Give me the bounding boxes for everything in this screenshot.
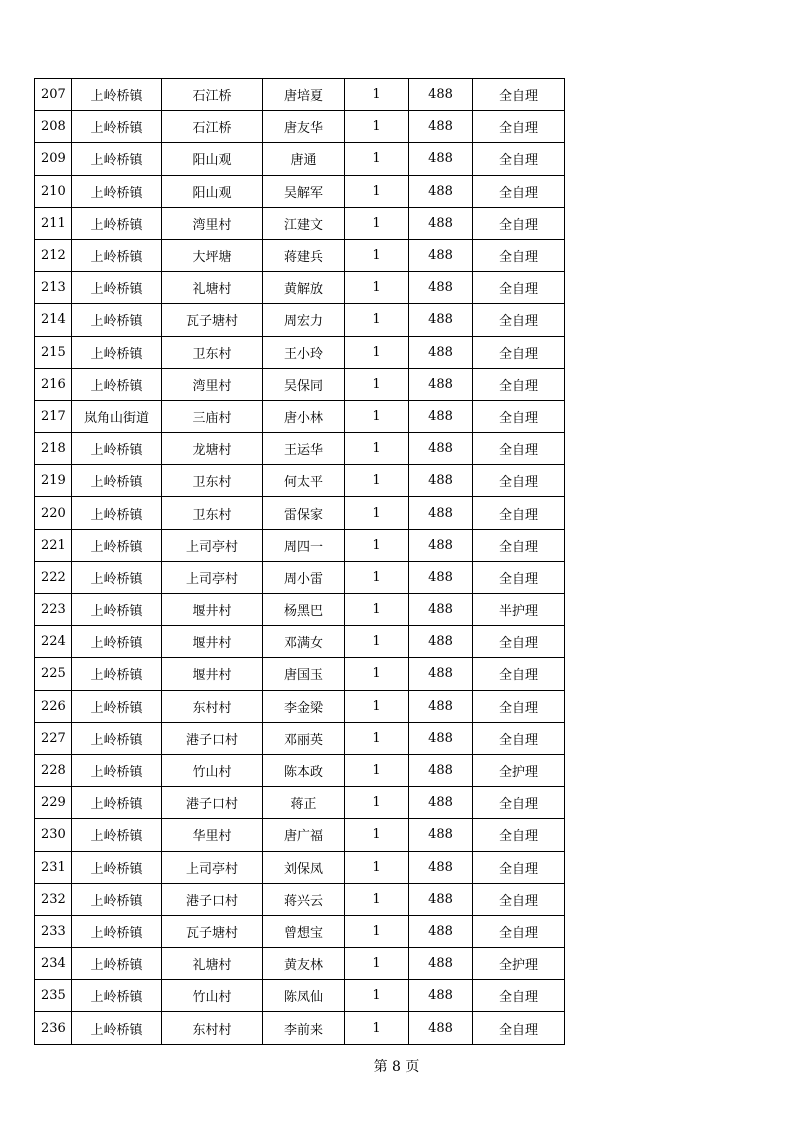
town-cell: 上岭桥镇 (72, 948, 162, 980)
count-cell: 1 (345, 594, 409, 626)
name-cell: 黄友林 (263, 948, 345, 980)
care-level-cell: 全护理 (473, 754, 565, 786)
table-row (35, 658, 565, 690)
row-number-cell: 207 (35, 79, 72, 111)
name-cell: 江建文 (263, 207, 345, 239)
row-number-cell: 212 (35, 239, 72, 271)
village-cell: 阳山观 (162, 143, 263, 175)
town-cell: 上岭桥镇 (72, 143, 162, 175)
name-cell: 蒋兴云 (263, 883, 345, 915)
town-cell: 上岭桥镇 (72, 465, 162, 497)
town-cell: 上岭桥镇 (72, 239, 162, 271)
town-cell: 上岭桥镇 (72, 561, 162, 593)
table-row (35, 400, 565, 432)
town-cell: 上岭桥镇 (72, 594, 162, 626)
count-cell: 1 (345, 819, 409, 851)
village-cell: 三庙村 (162, 400, 263, 432)
town-cell: 岚角山街道 (72, 400, 162, 432)
village-cell: 竹山村 (162, 980, 263, 1012)
village-cell: 湾里村 (162, 207, 263, 239)
care-level-cell: 全自理 (473, 207, 565, 239)
table-row (35, 980, 565, 1012)
row-number-cell: 217 (35, 400, 72, 432)
row-number-cell: 221 (35, 529, 72, 561)
count-cell: 1 (345, 529, 409, 561)
table-row (35, 529, 565, 561)
name-cell: 吴保同 (263, 368, 345, 400)
name-cell: 唐广福 (263, 819, 345, 851)
table-row (35, 754, 565, 786)
name-cell: 蒋建兵 (263, 239, 345, 271)
count-cell: 1 (345, 239, 409, 271)
village-cell: 港子口村 (162, 883, 263, 915)
village-cell: 上司亭村 (162, 529, 263, 561)
count-cell: 1 (345, 851, 409, 883)
name-cell: 曾想宝 (263, 915, 345, 947)
row-number-cell: 211 (35, 207, 72, 239)
amount-cell: 488 (409, 529, 473, 561)
town-cell: 上岭桥镇 (72, 626, 162, 658)
count-cell: 1 (345, 690, 409, 722)
village-cell: 卫东村 (162, 336, 263, 368)
table-row (35, 594, 565, 626)
care-level-cell: 全自理 (473, 915, 565, 947)
village-cell: 卫东村 (162, 465, 263, 497)
row-number-cell: 234 (35, 948, 72, 980)
amount-cell: 488 (409, 368, 473, 400)
table-row (35, 561, 565, 593)
count-cell: 1 (345, 561, 409, 593)
amount-cell: 488 (409, 400, 473, 432)
count-cell: 1 (345, 754, 409, 786)
care-level-cell: 全自理 (473, 819, 565, 851)
count-cell: 1 (345, 658, 409, 690)
table-row (35, 1012, 565, 1044)
data-table (34, 78, 565, 1045)
name-cell: 杨黑巴 (263, 594, 345, 626)
care-level-cell: 全自理 (473, 1012, 565, 1044)
row-number-cell: 229 (35, 787, 72, 819)
village-cell: 大坪塘 (162, 239, 263, 271)
town-cell: 上岭桥镇 (72, 851, 162, 883)
town-cell: 上岭桥镇 (72, 915, 162, 947)
care-level-cell: 全自理 (473, 658, 565, 690)
care-level-cell: 全自理 (473, 787, 565, 819)
amount-cell: 488 (409, 272, 473, 304)
count-cell: 1 (345, 915, 409, 947)
amount-cell: 488 (409, 336, 473, 368)
name-cell: 陈本政 (263, 754, 345, 786)
care-level-cell: 全自理 (473, 239, 565, 271)
row-number-cell: 213 (35, 272, 72, 304)
row-number-cell: 224 (35, 626, 72, 658)
care-level-cell: 全自理 (473, 433, 565, 465)
table-row (35, 915, 565, 947)
town-cell: 上岭桥镇 (72, 207, 162, 239)
table-body (35, 79, 565, 1045)
row-number-cell: 236 (35, 1012, 72, 1044)
name-cell: 李金梁 (263, 690, 345, 722)
name-cell: 刘保凤 (263, 851, 345, 883)
care-level-cell: 全自理 (473, 111, 565, 143)
amount-cell: 488 (409, 787, 473, 819)
town-cell: 上岭桥镇 (72, 690, 162, 722)
row-number-cell: 216 (35, 368, 72, 400)
care-level-cell: 全自理 (473, 465, 565, 497)
town-cell: 上岭桥镇 (72, 1012, 162, 1044)
village-cell: 阳山观 (162, 175, 263, 207)
village-cell: 华里村 (162, 819, 263, 851)
village-cell: 石江桥 (162, 111, 263, 143)
amount-cell: 488 (409, 1012, 473, 1044)
amount-cell: 488 (409, 658, 473, 690)
village-cell: 湾里村 (162, 368, 263, 400)
count-cell: 1 (345, 272, 409, 304)
row-number-cell: 223 (35, 594, 72, 626)
amount-cell: 488 (409, 239, 473, 271)
town-cell: 上岭桥镇 (72, 304, 162, 336)
row-number-cell: 219 (35, 465, 72, 497)
village-cell: 石江桥 (162, 79, 263, 111)
town-cell: 上岭桥镇 (72, 980, 162, 1012)
care-level-cell: 全自理 (473, 851, 565, 883)
town-cell: 上岭桥镇 (72, 368, 162, 400)
village-cell: 卫东村 (162, 497, 263, 529)
care-level-cell: 全自理 (473, 336, 565, 368)
care-level-cell: 全自理 (473, 722, 565, 754)
count-cell: 1 (345, 336, 409, 368)
count-cell: 1 (345, 465, 409, 497)
village-cell: 东村村 (162, 690, 263, 722)
village-cell: 礼塘村 (162, 948, 263, 980)
name-cell: 李前来 (263, 1012, 345, 1044)
table-row (35, 690, 565, 722)
row-number-cell: 218 (35, 433, 72, 465)
table-row (35, 787, 565, 819)
amount-cell: 488 (409, 754, 473, 786)
town-cell: 上岭桥镇 (72, 787, 162, 819)
amount-cell: 488 (409, 433, 473, 465)
care-level-cell: 全自理 (473, 980, 565, 1012)
care-level-cell: 全自理 (473, 79, 565, 111)
row-number-cell: 225 (35, 658, 72, 690)
town-cell: 上岭桥镇 (72, 79, 162, 111)
village-cell: 堰井村 (162, 658, 263, 690)
table-row (35, 433, 565, 465)
row-number-cell: 231 (35, 851, 72, 883)
amount-cell: 488 (409, 980, 473, 1012)
amount-cell: 488 (409, 626, 473, 658)
count-cell: 1 (345, 207, 409, 239)
table-row (35, 883, 565, 915)
count-cell: 1 (345, 626, 409, 658)
row-number-cell: 226 (35, 690, 72, 722)
name-cell: 唐友华 (263, 111, 345, 143)
amount-cell: 488 (409, 561, 473, 593)
care-level-cell: 全护理 (473, 948, 565, 980)
town-cell: 上岭桥镇 (72, 529, 162, 561)
count-cell: 1 (345, 143, 409, 175)
count-cell: 1 (345, 980, 409, 1012)
row-number-cell: 209 (35, 143, 72, 175)
count-cell: 1 (345, 304, 409, 336)
row-number-cell: 228 (35, 754, 72, 786)
village-cell: 港子口村 (162, 787, 263, 819)
town-cell: 上岭桥镇 (72, 722, 162, 754)
name-cell: 陈凤仙 (263, 980, 345, 1012)
care-level-cell: 全自理 (473, 143, 565, 175)
town-cell: 上岭桥镇 (72, 883, 162, 915)
amount-cell: 488 (409, 497, 473, 529)
row-number-cell: 208 (35, 111, 72, 143)
name-cell: 王运华 (263, 433, 345, 465)
name-cell: 周宏力 (263, 304, 345, 336)
care-level-cell: 全自理 (473, 497, 565, 529)
row-number-cell: 227 (35, 722, 72, 754)
name-cell: 邓满女 (263, 626, 345, 658)
count-cell: 1 (345, 497, 409, 529)
name-cell: 唐国玉 (263, 658, 345, 690)
table-row (35, 819, 565, 851)
name-cell: 吴解军 (263, 175, 345, 207)
care-level-cell: 全自理 (473, 304, 565, 336)
amount-cell: 488 (409, 948, 473, 980)
town-cell: 上岭桥镇 (72, 111, 162, 143)
count-cell: 1 (345, 787, 409, 819)
amount-cell: 488 (409, 915, 473, 947)
table-row (35, 626, 565, 658)
table-row (35, 143, 565, 175)
name-cell: 雷保家 (263, 497, 345, 529)
name-cell: 唐培夏 (263, 79, 345, 111)
table-row (35, 497, 565, 529)
village-cell: 竹山村 (162, 754, 263, 786)
village-cell: 港子口村 (162, 722, 263, 754)
name-cell: 周小雷 (263, 561, 345, 593)
row-number-cell: 215 (35, 336, 72, 368)
count-cell: 1 (345, 948, 409, 980)
town-cell: 上岭桥镇 (72, 175, 162, 207)
name-cell: 唐通 (263, 143, 345, 175)
name-cell: 周四一 (263, 529, 345, 561)
town-cell: 上岭桥镇 (72, 819, 162, 851)
amount-cell: 488 (409, 79, 473, 111)
count-cell: 1 (345, 368, 409, 400)
name-cell: 蒋正 (263, 787, 345, 819)
table-row (35, 722, 565, 754)
table-row (35, 111, 565, 143)
table-row (35, 175, 565, 207)
care-level-cell: 全自理 (473, 400, 565, 432)
table-row (35, 272, 565, 304)
table-row (35, 336, 565, 368)
care-level-cell: 全自理 (473, 561, 565, 593)
village-cell: 上司亭村 (162, 851, 263, 883)
row-number-cell: 210 (35, 175, 72, 207)
table-row (35, 465, 565, 497)
village-cell: 堰井村 (162, 594, 263, 626)
row-number-cell: 220 (35, 497, 72, 529)
town-cell: 上岭桥镇 (72, 272, 162, 304)
care-level-cell: 半护理 (473, 594, 565, 626)
village-cell: 东村村 (162, 1012, 263, 1044)
row-number-cell: 230 (35, 819, 72, 851)
amount-cell: 488 (409, 690, 473, 722)
name-cell: 何太平 (263, 465, 345, 497)
village-cell: 瓦子塘村 (162, 915, 263, 947)
care-level-cell: 全自理 (473, 626, 565, 658)
count-cell: 1 (345, 722, 409, 754)
care-level-cell: 全自理 (473, 175, 565, 207)
table-row (35, 948, 565, 980)
village-cell: 瓦子塘村 (162, 304, 263, 336)
name-cell: 黄解放 (263, 272, 345, 304)
amount-cell: 488 (409, 304, 473, 336)
amount-cell: 488 (409, 851, 473, 883)
row-number-cell: 235 (35, 980, 72, 1012)
care-level-cell: 全自理 (473, 690, 565, 722)
town-cell: 上岭桥镇 (72, 658, 162, 690)
town-cell: 上岭桥镇 (72, 754, 162, 786)
care-level-cell: 全自理 (473, 883, 565, 915)
table-row (35, 239, 565, 271)
count-cell: 1 (345, 400, 409, 432)
name-cell: 邓丽英 (263, 722, 345, 754)
amount-cell: 488 (409, 594, 473, 626)
town-cell: 上岭桥镇 (72, 433, 162, 465)
table-row (35, 304, 565, 336)
amount-cell: 488 (409, 819, 473, 851)
table-row (35, 851, 565, 883)
village-cell: 上司亭村 (162, 561, 263, 593)
amount-cell: 488 (409, 883, 473, 915)
count-cell: 1 (345, 175, 409, 207)
village-cell: 龙塘村 (162, 433, 263, 465)
amount-cell: 488 (409, 465, 473, 497)
amount-cell: 488 (409, 111, 473, 143)
village-cell: 礼塘村 (162, 272, 263, 304)
table-row (35, 79, 565, 111)
count-cell: 1 (345, 79, 409, 111)
care-level-cell: 全自理 (473, 272, 565, 304)
table-row (35, 368, 565, 400)
amount-cell: 488 (409, 143, 473, 175)
care-level-cell: 全自理 (473, 529, 565, 561)
amount-cell: 488 (409, 175, 473, 207)
care-level-cell: 全自理 (473, 368, 565, 400)
page-number: 第 8 页 (373, 1059, 420, 1075)
name-cell: 唐小林 (263, 400, 345, 432)
name-cell: 王小玲 (263, 336, 345, 368)
count-cell: 1 (345, 111, 409, 143)
row-number-cell: 232 (35, 883, 72, 915)
count-cell: 1 (345, 1012, 409, 1044)
town-cell: 上岭桥镇 (72, 497, 162, 529)
amount-cell: 488 (409, 722, 473, 754)
village-cell: 堰井村 (162, 626, 263, 658)
row-number-cell: 233 (35, 915, 72, 947)
count-cell: 1 (345, 433, 409, 465)
count-cell: 1 (345, 883, 409, 915)
amount-cell: 488 (409, 207, 473, 239)
table-row (35, 207, 565, 239)
row-number-cell: 222 (35, 561, 72, 593)
row-number-cell: 214 (35, 304, 72, 336)
town-cell: 上岭桥镇 (72, 336, 162, 368)
